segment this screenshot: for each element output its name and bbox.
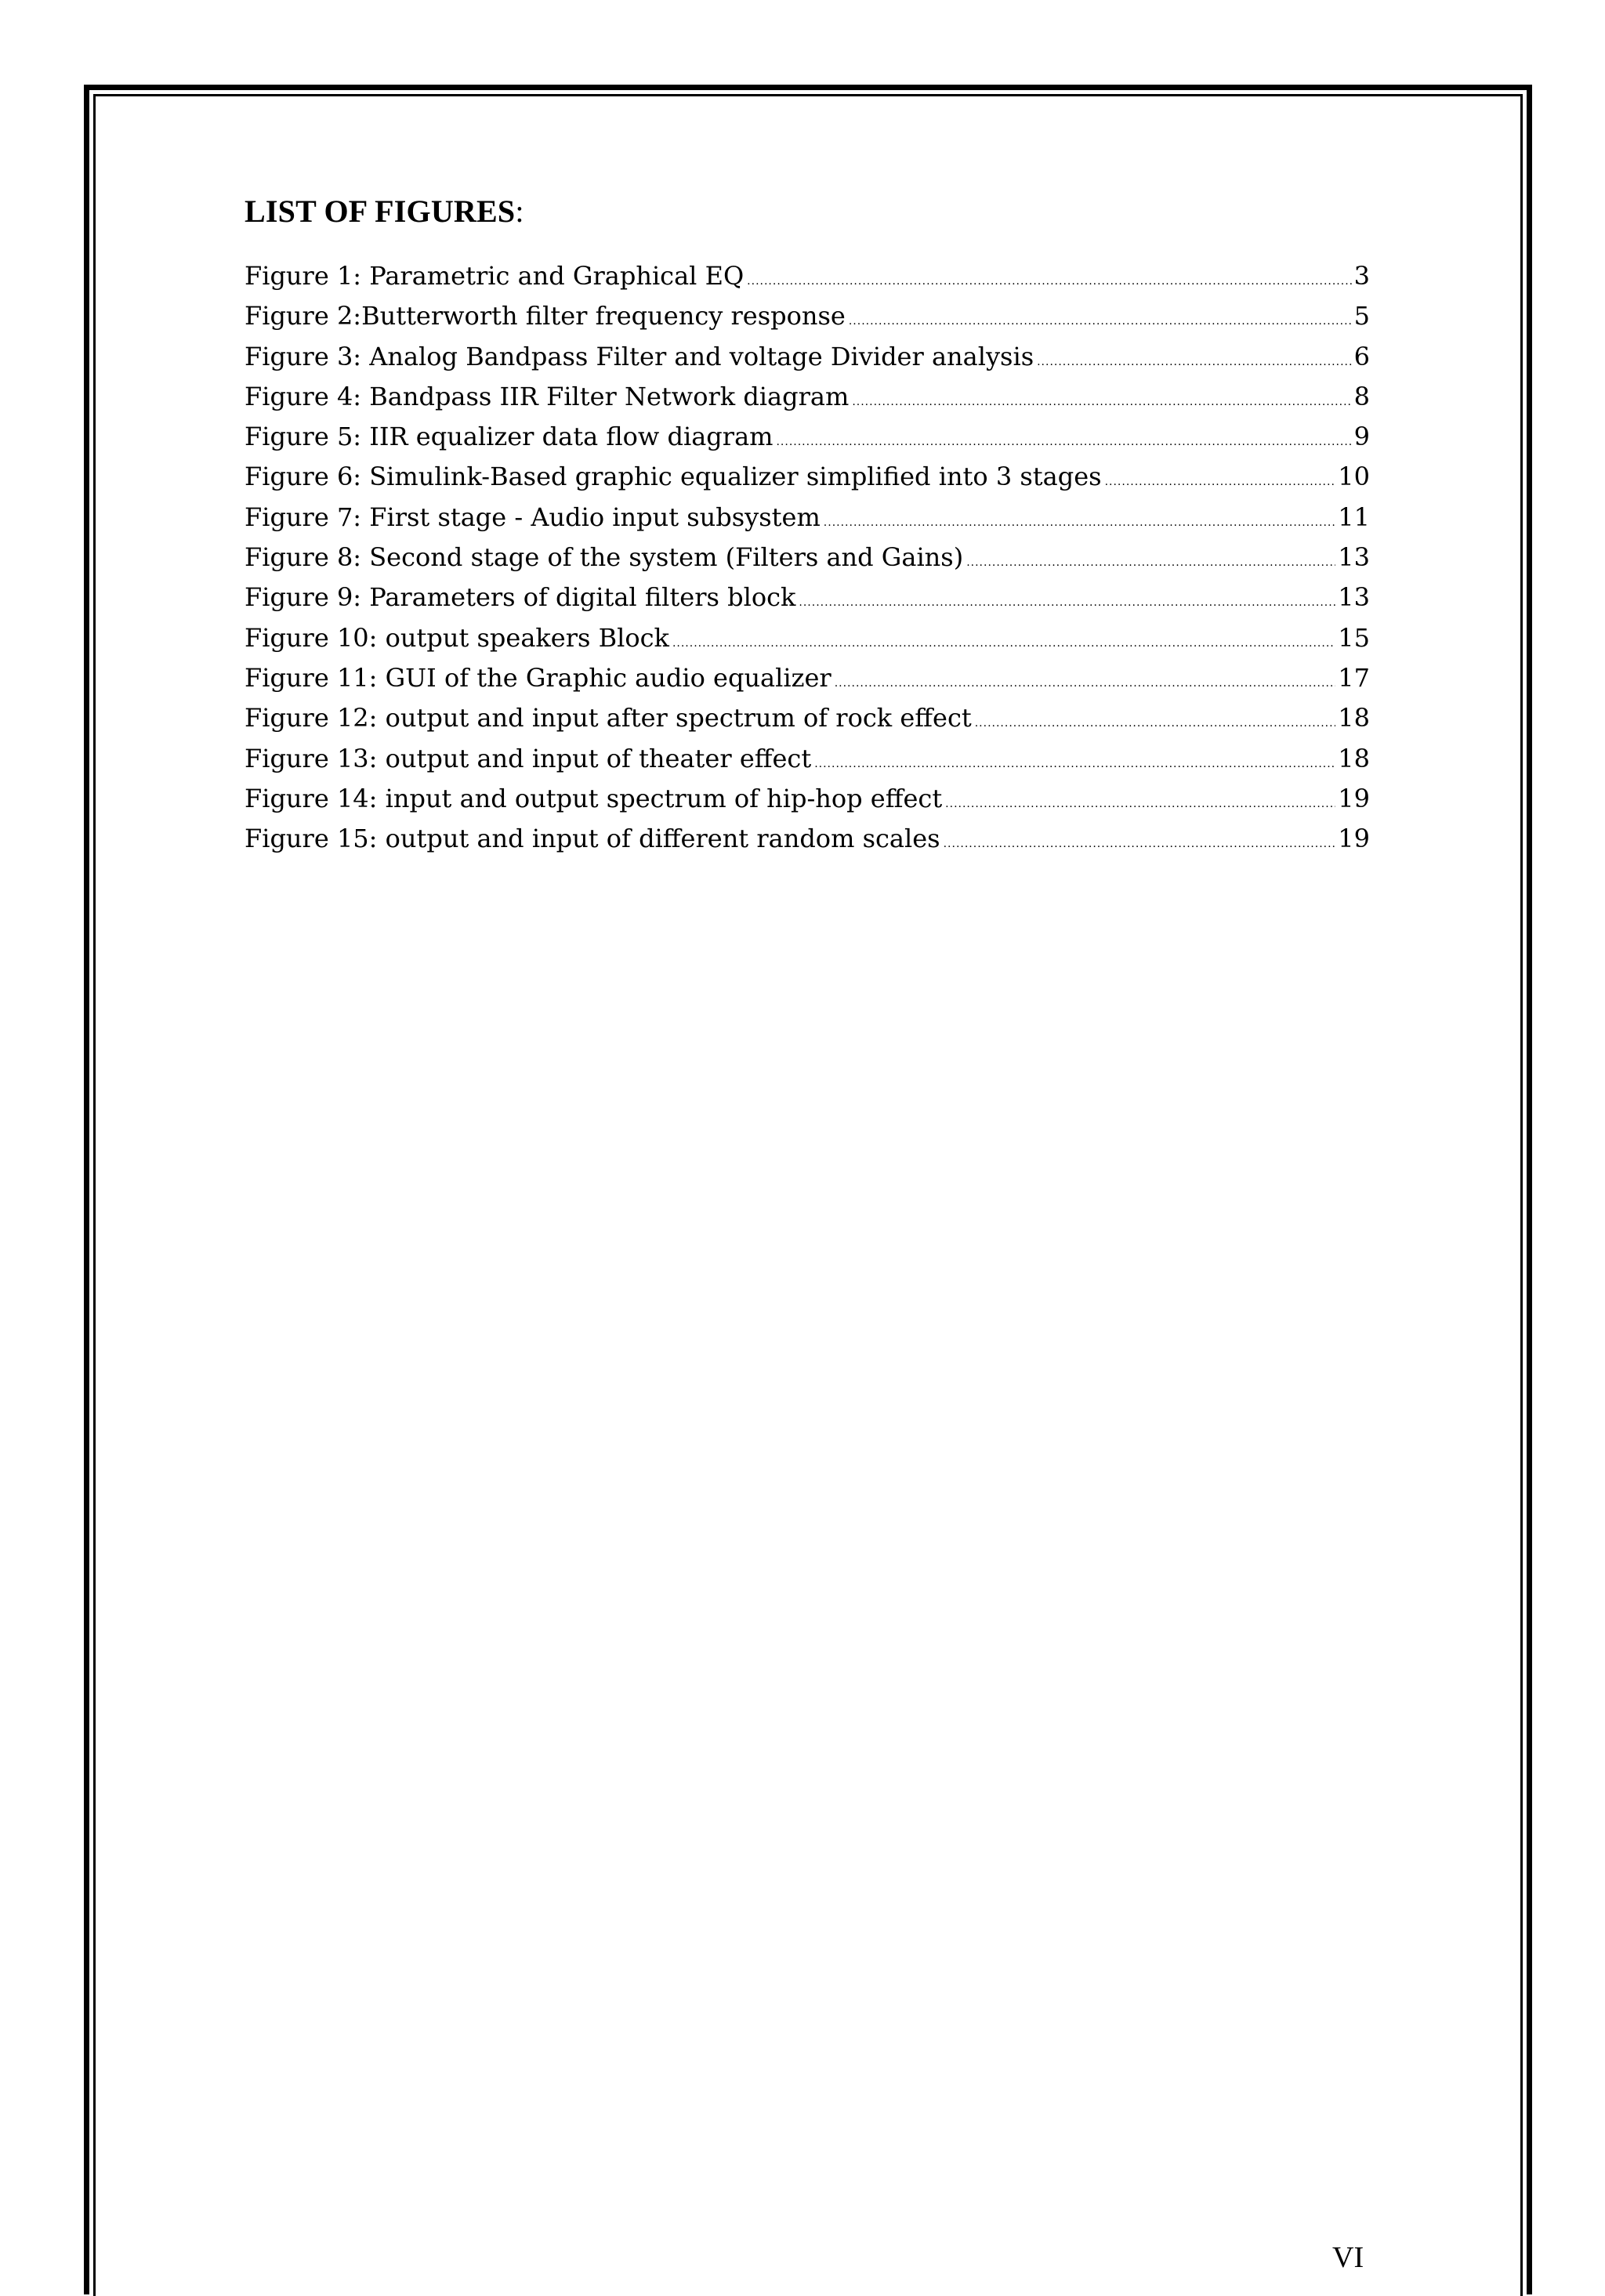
figure-title: Figure 12: output and input after spectrum of rock effect [245, 703, 972, 733]
dot-leader [852, 397, 1351, 407]
list-item[interactable] [245, 698, 1370, 738]
figure-title: Figure 5: IIR equalizer data flow diagram [245, 422, 774, 452]
figure-page-number: 6 [1353, 341, 1370, 371]
figure-title: Figure 11: GUI of the Graphic audio equalizer [245, 662, 831, 693]
figure-title: Figure 3: Analog Bandpass Filter and voltage Divider analysis [245, 341, 1034, 371]
list-item[interactable] [245, 457, 1370, 497]
dot-leader [944, 838, 1336, 849]
figure-page-number: 13 [1338, 582, 1370, 613]
list-item[interactable] [245, 296, 1370, 336]
list-item[interactable] [245, 377, 1370, 417]
list-item[interactable] [245, 498, 1370, 538]
list-item[interactable] [245, 538, 1370, 578]
dot-leader [747, 276, 1351, 287]
list-item[interactable] [245, 658, 1370, 698]
dot-leader [1105, 476, 1336, 487]
dot-leader [975, 718, 1336, 729]
list-item[interactable] [245, 779, 1370, 819]
figure-title: Figure 14: input and output spectrum of hip-hop effect [245, 783, 943, 813]
page-number: VI [1332, 2241, 1364, 2274]
dot-leader [966, 557, 1335, 568]
list-item[interactable] [245, 578, 1370, 617]
figure-page-number: 10 [1338, 462, 1370, 492]
figure-page-number: 19 [1338, 824, 1370, 854]
figure-title: Figure 15: output and input of different random scales [245, 824, 940, 854]
figure-title: Figure 6: Simulink-Based graphic equalizer simplified into 3 stages [245, 462, 1102, 492]
document-content [245, 193, 1370, 859]
figure-list [245, 256, 1370, 859]
figure-title: Figure 2:Butterworth filter frequency response [245, 301, 846, 331]
list-item[interactable] [245, 618, 1370, 658]
page-title-text: LIST OF FIGURES [245, 194, 516, 229]
list-item[interactable] [245, 256, 1370, 296]
list-item[interactable] [245, 819, 1370, 859]
dot-leader [672, 638, 1335, 649]
list-item[interactable] [245, 337, 1370, 377]
figure-page-number: 18 [1338, 743, 1370, 773]
figure-page-number: 15 [1338, 622, 1370, 653]
figure-title: Figure 9: Parameters of digital filters block [245, 582, 796, 613]
page-title [245, 193, 1370, 230]
figure-page-number: 9 [1353, 422, 1370, 452]
dot-leader [824, 517, 1335, 528]
figure-page-number: 13 [1338, 542, 1370, 573]
figure-title: Figure 4: Bandpass IIR Filter Network diagram [245, 381, 850, 411]
figure-title: Figure 7: First stage - Audio input subsystem [245, 502, 821, 532]
figure-page-number: 3 [1353, 261, 1370, 291]
figure-title: Figure 8: Second stage of the system (Filters and Gains) [245, 542, 964, 573]
page-title-colon: : [515, 194, 524, 229]
dot-leader [945, 799, 1335, 809]
dot-leader [849, 316, 1352, 327]
figure-page-number: 8 [1353, 381, 1370, 411]
dot-leader [799, 597, 1335, 608]
figure-title: Figure 1: Parametric and Graphical EQ [245, 261, 745, 291]
figure-page-number: 5 [1353, 301, 1370, 331]
dot-leader [776, 436, 1351, 447]
figure-page-number: 18 [1338, 703, 1370, 733]
list-item[interactable] [245, 417, 1370, 457]
list-item[interactable] [245, 739, 1370, 779]
dot-leader [835, 678, 1336, 689]
dot-leader [814, 759, 1335, 770]
figure-title: Figure 13: output and input of theater effect [245, 743, 812, 773]
figure-title: Figure 10: output speakers Block [245, 622, 669, 653]
figure-page-number: 11 [1338, 502, 1370, 532]
figure-page-number: 19 [1338, 783, 1370, 813]
dot-leader [1037, 357, 1352, 368]
figure-page-number: 17 [1338, 662, 1370, 693]
